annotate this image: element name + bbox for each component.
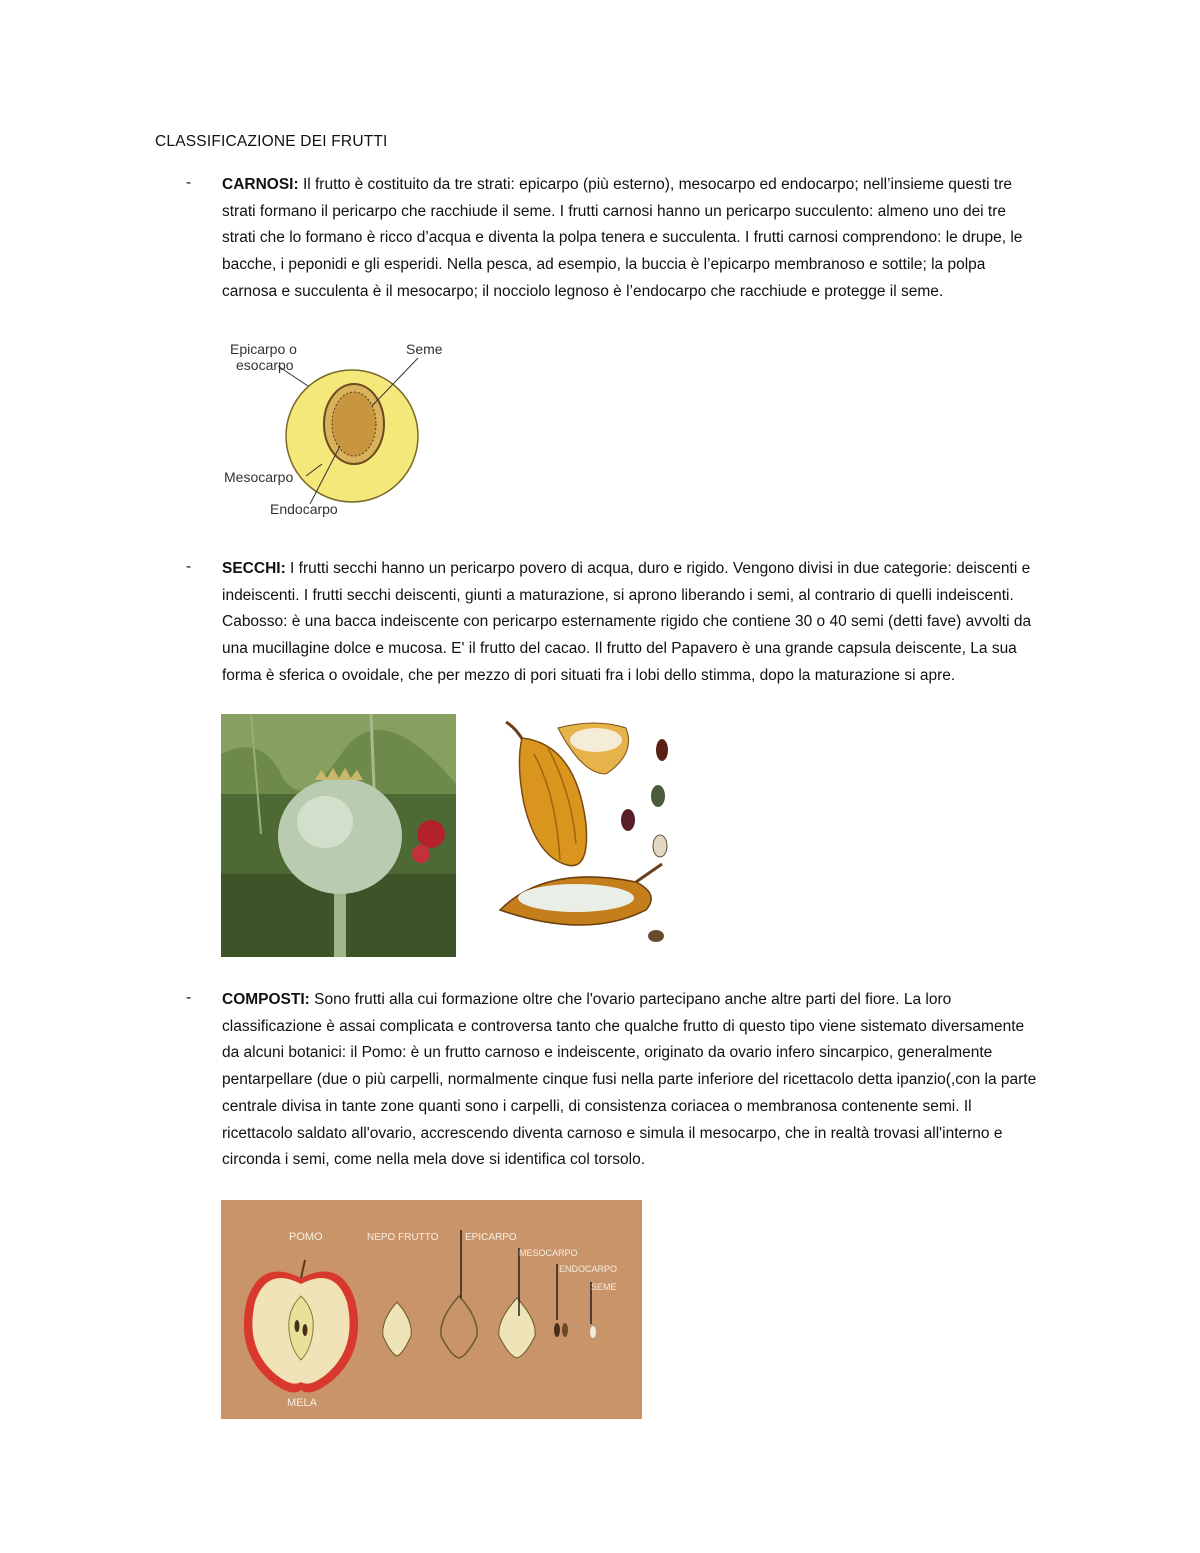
label-mesocarpo: Mesocarpo <box>224 469 294 485</box>
label-endocarpo: Endocarpo <box>270 501 338 517</box>
section-text: Il frutto è costituito da tre strati: epicarpo (più esterno), mesocarpo ed endocarpo; nell’insieme questi tre strati formano il pericarpo che racchiude il seme. I frutti carnosi hanno un pericarpo succulento: almeno uno dei tre strati che lo formano è ricco d’acqua e diventa la polpa tenera e succulenta. I frutti carnosi comprendono: le drupe, le bacche, i peponidi e gli esperidi. Nella pesca, ad esempio, la buccia è l’epicarpo membranoso e sottile; la polpa carnosa e succulenta è il mesocarpo; il nocciolo legnoso è l’endocarpo che racchiude e protegge il seme. <box>222 176 1023 300</box>
pome-diagram <box>221 1200 642 1419</box>
paragraph-carnosi <box>222 172 1042 306</box>
document-title: CLASSIFICAZIONE DEI FRUTTI <box>155 133 388 150</box>
label-epicarpo: Epicarpo o <box>230 341 297 357</box>
label-epicarpo: EPICARPO <box>465 1232 517 1243</box>
paragraph-secchi <box>222 556 1042 690</box>
label-seme: SEME <box>591 1282 617 1292</box>
bullet-marker: - <box>186 174 192 191</box>
label-endocarpo: ENDOCARPO <box>559 1264 618 1274</box>
drupe-diagram <box>222 336 462 526</box>
bullet-marker: - <box>186 989 192 1006</box>
section-text: Sono frutti alla cui formazione oltre che l'ovario partecipano anche altre parti del fiore. La loro classificazione è assai complicata e controversa tanto che qualche frutto di questo tipo viene sistemato diversamente da alcuni botanici: il Pomo: è un frutto carnoso e indeiscente, originato da ovario infero sincarpico, generalmente pentarpellare (due o più carpelli, normalmente cinque fusi nella parte inferiore del ricettacolo detta ipanzio(,con la parte centrale divisa in tante zone quanti sono i carpelli, di consistenza coriacea o membranosa contenente semi. Il ricettacolo saldato all'ovario, accrescendo diventa carnoso e simula il mesocarpo, che in realtà trovasi all'interno e circonda i semi, come nella mela dove si identifica col torsolo. <box>222 991 1037 1169</box>
section-text: I frutti secchi hanno un pericarpo povero di acqua, duro e rigido. Vengono divisi in due categorie: deiscenti e indeiscenti. I frutti secchi deiscenti, giunti a maturazione, si aprono liberando i semi, al contrario di quelli indeiscenti. Cabosso: è una bacca indeiscente con pericarpo esternamente rigido che contiene 30 o 40 semi (detti fave) avvolti da una mucillagine dolce e mucosa. E' il frutto del cacao. Il frutto del Papavero è una grande capsula deiscente, La sua forma è sferica o ovoidale, che per mezzo di pori situati fra i lobi dello stimma, dopo la maturazione si apre. <box>222 560 1032 684</box>
paragraph-composti <box>222 987 1042 1174</box>
section-label: CARNOSI: <box>222 176 299 193</box>
label-mela: MELA <box>287 1397 317 1409</box>
bullet-marker: - <box>186 558 192 575</box>
cacao-pod-illustration <box>486 714 676 946</box>
section-label: COMPOSTI: <box>222 991 310 1008</box>
poppy-capsule-photo <box>221 714 456 957</box>
label-seme: Seme <box>406 341 443 357</box>
label-mesocarpo: MESOCARPO <box>519 1248 578 1258</box>
label-esocarpo: esocarpo <box>236 357 294 373</box>
label-falso-frutto: NEPO FRUTTO <box>367 1232 439 1243</box>
section-label: SECCHI: <box>222 560 286 577</box>
label-pomo: POMO <box>289 1231 323 1243</box>
